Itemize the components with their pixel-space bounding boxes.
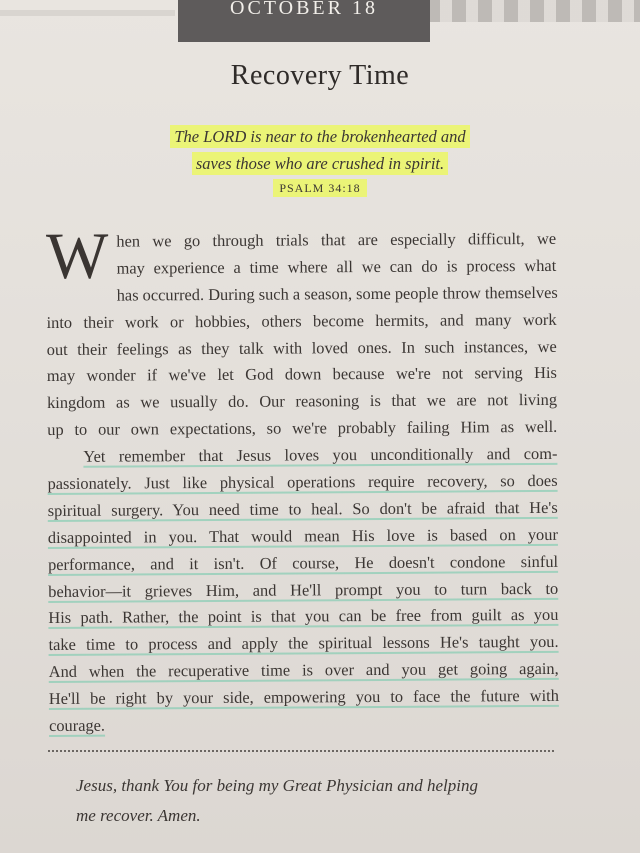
verse-line-2-text: saves those who are crushed in spirit. bbox=[192, 152, 448, 175]
body-line: performance, and it isn't. Of course, He doesn't condone sinful bbox=[47, 551, 559, 574]
body-line: disappointed in you. That would mean His love is based on your bbox=[47, 524, 558, 547]
drop-cap: W bbox=[45, 219, 109, 293]
date-header bbox=[178, 0, 430, 42]
body-line: hen we go through trials that are especially difficult, we bbox=[116, 228, 557, 251]
body-line: may experience a time where all we can do is process what bbox=[116, 255, 557, 278]
verse-reference bbox=[0, 181, 640, 196]
body-line: spiritual surgery. You need time to heal. So don't be afraid that He's bbox=[47, 497, 558, 520]
body-line: courage. bbox=[48, 715, 106, 736]
body-line: has occurred. During such a season, some people throw themselves bbox=[116, 282, 558, 305]
date-label: OCTOBER 18 bbox=[230, 0, 378, 19]
body-line: may wonder if we've let God down because we're not serving His bbox=[46, 363, 557, 386]
verse-reference-text: PSALM 34:18 bbox=[273, 179, 366, 197]
body-line: His path. Rather, the point is that you can be free from guilt as you bbox=[48, 605, 559, 628]
devotional-body bbox=[45, 219, 559, 740]
body-line: Yet remember that Jesus loves you unconditionally and com- bbox=[83, 444, 558, 466]
closing-prayer bbox=[76, 771, 546, 831]
body-line: out their feelings as they talk with loved ones. In such instances, we bbox=[46, 336, 557, 359]
body-line: He'll be right by your side, empowering you to face the future with bbox=[48, 686, 559, 709]
dotted-divider bbox=[48, 750, 554, 752]
body-line: kingdom as we usually do. Our reasoning is that we are not living bbox=[47, 390, 558, 413]
body-line: into their work or hobbies, others become hermits, and many work bbox=[46, 309, 557, 332]
verse-line-1-text: The LORD is near to the brokenhearted and bbox=[170, 125, 469, 148]
body-line: passionately. Just like physical operations require recovery, so does bbox=[47, 470, 558, 494]
verse-line-1 bbox=[0, 127, 640, 147]
page-title: Recovery Time bbox=[230, 60, 410, 91]
top-ornament-right bbox=[400, 0, 640, 22]
prayer-line-2: me recover. Amen. bbox=[76, 806, 201, 825]
body-line: behavior—it grieves Him, and He'll prompt you to turn back to bbox=[48, 578, 559, 601]
body-line: up to our own expectations, so we're probably failing Him as well. bbox=[47, 417, 558, 440]
top-ornament-left bbox=[0, 10, 175, 16]
prayer-line-1: Jesus, thank You for being my Great Physician and helping bbox=[76, 776, 478, 795]
verse-line-2 bbox=[0, 154, 640, 174]
body-line: take time to process and apply the spiritual lessons He's taught you. bbox=[48, 632, 559, 655]
body-line: And when the recuperative time is over and you get going again, bbox=[48, 659, 559, 682]
